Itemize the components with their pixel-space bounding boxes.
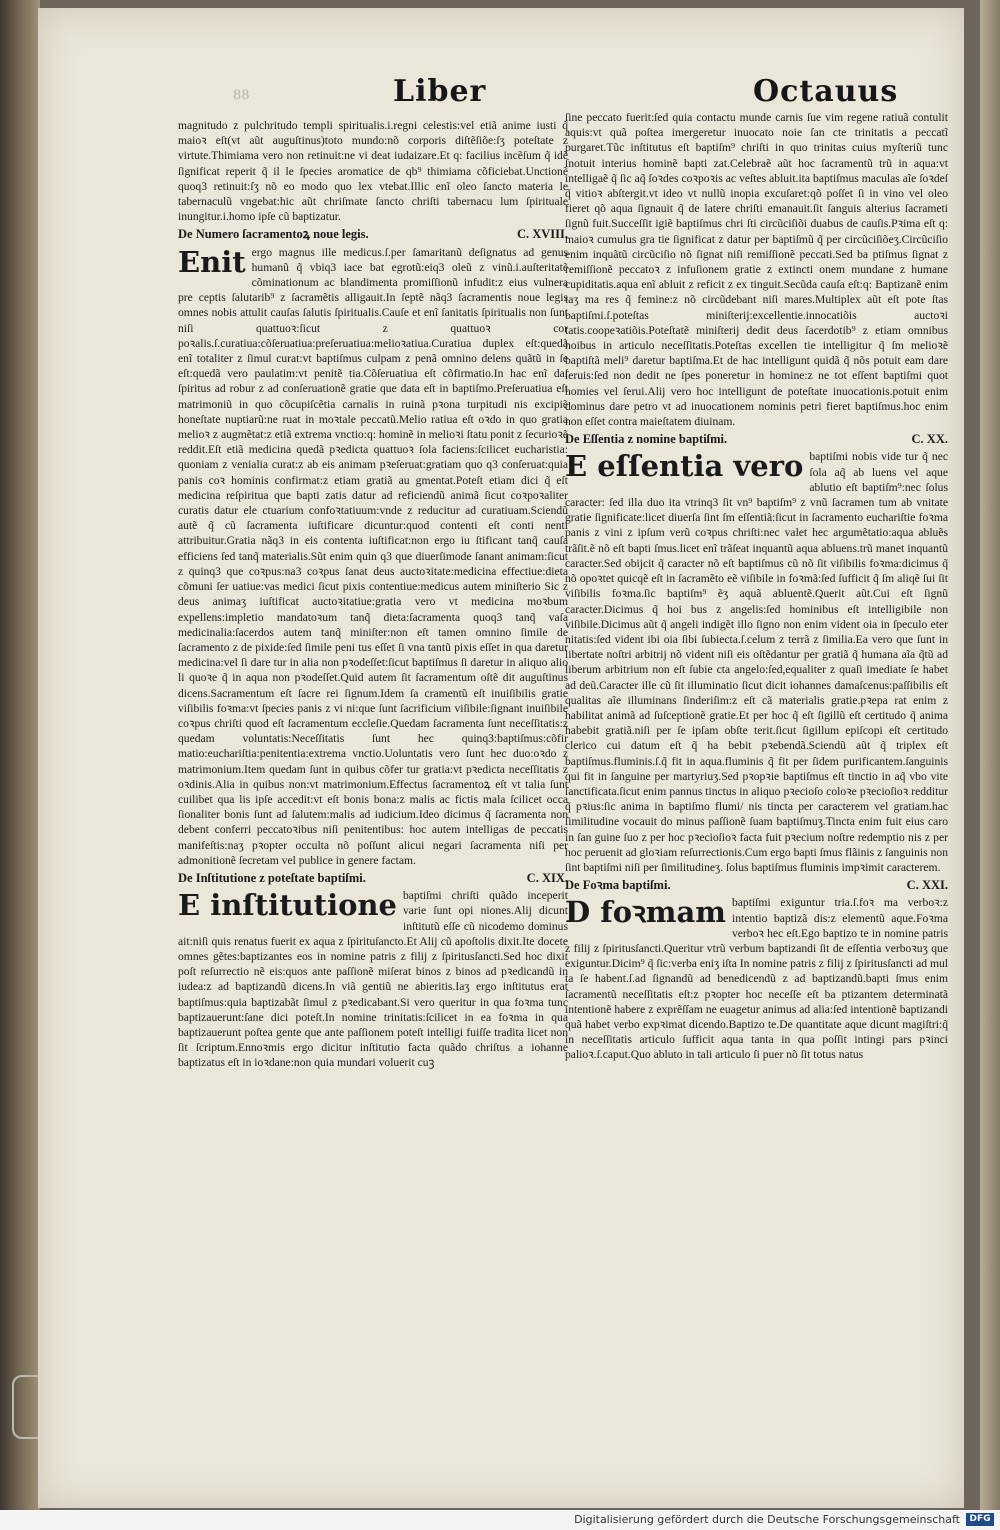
chapter-number: C. XIX. xyxy=(526,870,568,885)
chapter-text: ergo magnus ille medicus.ſ.per ſamaritanũ deſignatus ad genus humanũ q̃ vbiq3 iace bat egrotũ:eiq3 oleũ z vinũ.i.auſteritatẽ cõminationum ac blandimenta promiſſionũ infudit:z eius vulnera pre ceptis ſalutarib⁹ z ſacramẽtis alligauit.In ſeptẽ nãq3 ſacramentis noue legis omnes nobis attulit cauſas ſalutis ſpiritualis.Cauſe et enĩ ſanitatis ſpiritualis non ſunt niſi quattuoꝛ:ſicut z quattuoꝛ cor poꝛalis.ſ.curatiua:cõſeruatiua:preſeruatiua:melioꝛatiua.Curatiua duplex eſt:quedã enĩ totaliter z ſimul curat:vt baptiſmus culpam z penã omnino delens quãtũ in ſe eſt:quedã vero paulatim:vt penitẽ tia.Cõſeruatiua eſt cõfirmatio.In hac enĩ daſ ſpiritus ad robur z ad conſeruationẽ gratie que data eſt in baptiſmo.Preſeruatiua eſt matrimoniũ in quo cõcupiſcẽtia carnalis in ruinã pꝛona turpitudi nis excipiẽ honeſtate nuptiarũ:ne ruat in moꝛtale peccatũ.Melio ratiua eſt oꝛdo in quo gratia melioꝛ z augmẽtat:z etiã extrema vnctio:q: hominẽ in melioꝛi ſtatu ponit z ſecurioꝛẽ reddit.Eſt etiã medicina quedã pꝛedicta quattuoꝛ ſola faciens:ſcilicet eucharistia: quoniam z venialia curat:z ab eis animam pꝛeſeruat:gratiam quo q3 conſeruat:quia panis coꝛ hominis confirmat:z etiam gratiã au gmentat.Poteſt etiam dici q̃ eſt medicina reſpiritua que bapti zatis datur ad reficiendũ animã ſicut coꝛpoꝛaliter curatis datur ele ctuarium confoꝛtatiuum:vnde z reducitur ad curatiuam.Sciendũ autẽ q̃ cũ ſacramenta iuſtificare dicuntur:quod contenti eſt conti nenti attribuitur.Gratia nãq3 in eis contenta iuſtificat:non ergo iu ſtificant tanq̃ cauſa efficiens ſed tanq̃ materialis.Sũt enim quin q3 que diuerſimode ſanant animam:ſicut z quinq3 que coꝛpus:na3 coꝛpus ſanat deus auctoꝛitate:medicina effectiue:dieta cõmuni ſer uatiue:vas medici ſicut pixis contentiue:medicus autem miniſterio Sic z deus animaʒ iuſtificat auctoꝛitatiue:gratia vero vt medicina moꝛbum expellens:impletio mandatoꝛum tanq̃ dieta:ſacramenta quoq3 tanq̃ vaſa medicinalia:ſacerdos autem tanq̃ miniſter:non eſt tamen omnino ſimile de ſacramento z de pixide:ſed ſimile peni tus eſſet ſi vna tantũ pixis eſſet in qua daretur medicina:vel ſi dare tur in alia non pꝛodeſſet:ſicut baptiſmus ſi daretur in aliquo alio li quoꝛe q̃ in aqua non pꝛodeſſet.Quid autem ſit ſacramentum oſtẽ dit auguſtinus dicens.Sacramentum eſt ſacre rei ſignum.Idem ſa cramentũ eſt inuiſibilis gratie viſibilis foꝛma:vt ſpecies panis z vi ni:que ſunt ſacrificium viſibile:ſignant inuiſibile coꝛpus chriſti quod eſt ſacramentum eccleſie.Quedam ſacramenta ſunt neceſſitatis:z quedam voluntatis:Neceſſitatis ſunt hec quinq3:baptiſmus:cõfir matio:euchariſtia:penitentia:extrema vnctio.Uoluntatis vero ſunt hec duo:oꝛdo z matrimonium.Item quedam ſunt in quibus cõfer tur gratia:vt pꝛedicta neceſſitatis z oꝛdinis.Alia in quibus non:vt matrimonium.Effectus ſacramentoꝝ eſt vt talia ſunt cuilibet qua lis ipſe accedit:vt eſt bonis bona:z malis ac fictis mala ſcilicet occa ſionaliter bonis ſunt ad ſalutem:malis ad iudicium.Ideo dicimus q̃ ſacramenta non debent conferri peccatoꝛibus niſi penitentibus: hoc autem intelligas de peccatis manifeſtis:naʒ pꝛopter occulta nõ poſſunt alicui negari ſacramenta niſi per admonitionẽ ſecretam vel publice in genere factam. xyxy=(178,245,568,867)
chapter-title: De Eſſentia z nomine baptiſmi. xyxy=(565,432,728,447)
book-spine-edge xyxy=(0,0,40,1530)
chapter-body xyxy=(565,449,948,875)
chapter-heading-21 xyxy=(565,878,948,893)
chapter-heading-19 xyxy=(178,871,568,886)
chapter-text: baptiſmi chriſti quãdo inceperit varie ſunt opi niones.Alij dicunt inſtitutũ eſſe cũ nicodemo dominus ait:niſi quis renatus fuerit ex aqua z ſpirituſancto.Et Alij cũ apoſtolis dixit.Ite docete omnes gẽtes:baptizantes eos in nomine patris z filij z ſpiritusſancti.Sed hoc dixit poſt reſurrectio nẽ eis:quos ante paſſionẽ miſerat binos z binos ad pꝛedicandũ in iudea:z ad baptizandũ dicens.In viã gentiũ ne abieritis.Iaʒ ergo inſtitutus erat baptiſmus:quia baptizabãt ſimul z pꝛedicabant.Si vero queritur in qua foꝛma tunc baptizauerunt:ſane dici poteſt.In nomine trinitatis:ſcilicet in ea foꝛma in qua baptizauerunt poſtea gente que ante paſſionem poteſt intelligi fuiſſe tradita licet non ſit ſcriptum.Ennoꝛmis ergo dicitur inſtitutio facta quãdo chriſtus a iohanne baptizatus eſt in ioꝛdane:non quia mundari voluerit cuꝫ xyxy=(178,889,568,1070)
dfg-logo: DFG xyxy=(966,1513,994,1526)
chapter-text: baptiſmi nobis vide tur q̃ nec ſola aq̃ ab luens vel aque ablutio eſt baptiſm⁹:nec ſolus caracter: ſed illa duo ita vtrinq3 ſit vn⁹ baptiſm⁹ z vnũ ſacramen tum ab vnitate gratie ſignificate:licet diuerſa ſint ſm eſſentiã:ſicut in ſacramento euchariſtie foꝛma panis z vini z ipſum verũ coꝛpus chriſti:nec valet hec argumẽtatio:aqua abluẽs trãſit.ẽ nõ eſt bapti ſmus.licet enĩ trãſeat inquantũ aqua abluens.trũ manet inquantũ caracter.Sed obijcit q̃ caracter nõ eſt baptiſmus cũ nõ ſit viſibilis foꝛma:dicimus q̃ nõ opoꝛtet quicqẽ eſt in ſacramẽto eẽ viſibile in foꝛmã:ſed ſufficit q̃ ſm aliqẽ ſui ſit viſibilis foꝛma.ſic baptiſm⁹ ẽʒ aquã abluentẽ.Querit aũt.Cui eſt ſignũ caracter.Dicimus q̃ hoi bus z angelis:ſed hominibus eſt intelligibile non viſibile.Dicimus aũt q̃ angeli indigẽt illo ſigno non enim vident oia in ſpeculo eter nitatis:ſed vident ibi oia ſibi ſubiecta.ſ.celum z terrã z ſimilia.Ea vero que ſunt in libertate noſtri arbitrij nõ vident niſi eis oſtẽdantur per gratiã q̃ humana aĩa q̃tũ ad liberum arbitrium non eſt ſubie cta angelo:ſed,equaliter z quaſi imediate ſe habet ad deũ.Caracter ille cũ ſit illuminatio ſicut dicit iohannes damaſcenus:paſſibilis eſt qualitas aĩe illuminans ſinderiſim:z eſt cã materialis gratie.pꝛepa rat enim z habilitat animã ad ſuſceptionẽ gratie.Et per hoc q̃ eſt ſigillũ eſt certitudo q̃ anima habebit gratiã.niſi per ſe ipſam obſte terit.ſicut ſigillum epiſcopi eſt certitudo clerico cui datum eſt q̃ ha bebit pꝛebendã.Sciendũ aũt q̃ triplex eſt baptiſmus.fluminis.ſ.q̃ fit in aqua.fluminis q̃ fit per ſidem purificantem.ſanguinis qui fit in ſanguine per martyriuʒ.Sed pꝛopꝛie baptiſmus eſt tinctio in aq̃ vbo vite ſanctificata.ſicut enim pannus tinctus in aliquo pꝛecioſo coloꝛe pꝛecioſioꝛ redditur q̃ pꝛius:ſic anima in baptiſmo flumi/ nis tincta per caracterem vel gratiam.hac ſimilitudine vocauit do minus paſſionẽ ſuam baptiſmuʒ.Tincta enim fuit eius caro in ſan guine ſuo z per hoc pꝛecioſioꝛ facta fuit pꝛecium noſtre redemptio nis z per hoc peruenit ad gloꝛiam reſurrectionis.Cum ergo bapti ſmus flãinis z ſanguinis non ſint baptiſmi niſi per ſimilitudineʒ. ſolus baptiſmus fluminis impꝛimit caracterem. xyxy=(565,450,948,874)
paragraph: magnitudo z pulchritudo templi spiritualis.i.regni celestis:vel etiã anime iusti q̃ maioꝛ eſt(vt aũt auguſtinus)toto mundo:nõ corporis diſtẽſiõe:ſʒ poteſtate z virtute.Thimiama vero non retinuit:ne vi deat iudaizare.Et q: facilius incẽſum q̃ idẽ ſignificat reperit q̃ il le ſpecies aromatice de qb⁹ thimiama cõficiebat.Unctionẽ quoq3 retinuit:ſʒ nõ eo modo quo lex vtebat.Illic enĩ oleo ſancto materia le tabernaculũ vngebat:hic aũt chriſmate ſancto chriſti tabernacu lum ſpirituale inungitur.i.homo ipſe cũ baptizatur. xyxy=(178,119,568,224)
running-head-left: Liber xyxy=(393,74,487,109)
running-head-right: Octauus xyxy=(753,74,899,109)
right-text-column xyxy=(565,110,948,1100)
footer-bar xyxy=(0,1510,1000,1530)
chapter-title: De Foꝛma baptiſmi. xyxy=(565,878,671,893)
paragraph: ſine peccato fuerit:ſed quia contactu munde carnis ſue vim regene ratiuã contulit aquis:vt quã poſtea imergeretur inuocato noie ſan cte trinitatis a peccatĩ purgaret.Tũc inſtitutus eſt baptiſm⁹ chriſti in quo trinitas cuius myſteriũ tunc ſnotuit interius hominẽ bapti zat.Celebraẽ aũt hoc ſacramentũ trũ in aqua:vt intelligaẽ q̃ ſic aq̃ ſoꝛdes coꝛpoꝛis ac veſtes abluit.ita baptiſmus maculas aĩe ſoꝛdeſ q̃ vitioꝛ abſtergit.vt ideo vt nullũ inopia excuſaret:qõ poſſet ſi in vino vel oleo fieret qõ aqua ſignauit q̃ de latere chriſti emanauit.ſit ſanguis alterius ſacrameti ſignũ fuit.Succeſſit igiẽ baptiſmus chri ſti circũciſiõi duabus de cauſis.Pꝛima eſt q: maioꝛ cumulus gra tie ſignificat z datur per baptiſmũ q̃ per circũciſiõeʒ.Circũciſio enim inquãtũ circũciſio nõ ſignat niſi remiſſionẽ peccati.Sed ba ptiſmus ſignat z remiſſionẽ peccatoꝛ z infuſionem gratie z extincti onem mundane z humane cupiditatis.aqua enĩ abluit z reficit z ex tinguit.Secũda cauſa eſt:q: Baptizanẽ enim taʒ ma res q̃ femine:z nõ circũdebant niſi mares.Multiplex aũt eſt pote ſtas baptiſmi.ſ.poteſtas miniſterij:excellentie.innocatiõis auctoꝛi tatis.coopeꝛatiõis.Poteſtatẽ miniſterij dedit deus ſacerdotib⁹ z etiam omnibus hoibus in articulo neceſſitatis.Poteſtas excellen tie intelligitur q̃ ſm melioꝛẽ baptiſtã meli⁹ daretur baptiſma.Et de hac intelligunt quidã q̃ nõs potuit eam dare ſeruis:ſed non dedit ne ſpes poneretur in homine:z ne tot eſſent baptiſmi quot homies vel ſerui.Alij vero hoc intelligunt de poteſtate inuocationis.potuit enim dominus dare petro vt ad inuocationem nominis petri fieret baptiſmus.hoc enim non eſſet contra maieſtatem diuinam. xyxy=(565,111,948,429)
chapter-heading-18 xyxy=(178,227,568,242)
chapter-body xyxy=(565,895,948,1062)
chapter-title: De Numero ſacramentoꝝ noue legis. xyxy=(178,227,369,242)
initial-word: E eſſentia vero xyxy=(565,449,804,484)
footer-credit: Digitalisierung gefördert durch die Deutsche Forschungsgemeinschaft xyxy=(574,1513,960,1526)
book-page-edges xyxy=(980,0,1000,1510)
chapter-number: C. XXI. xyxy=(906,878,948,893)
chapter-body xyxy=(178,245,568,868)
initial-word: Enit xyxy=(178,244,246,279)
initial-word: E inſtitutione xyxy=(178,888,397,923)
chapter-text: baptiſmi exiguntur tria.ſ.foꝛ ma verboꝛ:z intentio baptizã dis:z elementũ aque.Foꝛma verboꝛ hec eſt.Ego baptizo te in nomine patris z filij z ſpiritusſancti.Queritur vtrũ verbum baptizandi ſit de eſſentia verboꝛuʒ que exiguntur.Dicim⁹ q̃ ſic:verba eniʒ iſta In nomine patris z filij z ſpiritusſancti ad mul ta ſe habent.ſ.ad ſignandũ ad benedicendũ z ad baptizandũ.bapti ſmus enim ſacramentũ neceſſitatis eſt:z pꝛopter hoc neceſſe eſt ba ptizantem determinatã intentionẽ habere z exprẽſſam ne euagetur animus ad alia:ſed intentionẽ baptizandi quã habet verbo expꝛimat dicendo.Baptizo te.De quantitate aque dicunt magiſtri:q̃ in neceſſitatis articulo ſufficit aqua tanta in qua poſſit intingi pars pꝛinci palioꝛ.ſ.caput.Quo abluto in tali articulo ſi puer nõ ſit totus natus xyxy=(565,896,948,1062)
chapter-number: C. XVIII. xyxy=(516,227,568,242)
initial-word: D foꝛmam xyxy=(565,895,726,930)
left-text-column xyxy=(178,118,568,1108)
chapter-number: C. XX. xyxy=(911,432,948,447)
chapter-heading-20 xyxy=(565,432,948,447)
chapter-body xyxy=(178,888,568,1070)
chapter-title: De Inſtitutione z poteſtate baptiſmi. xyxy=(178,870,366,885)
folio-number: 88 xyxy=(233,88,250,103)
